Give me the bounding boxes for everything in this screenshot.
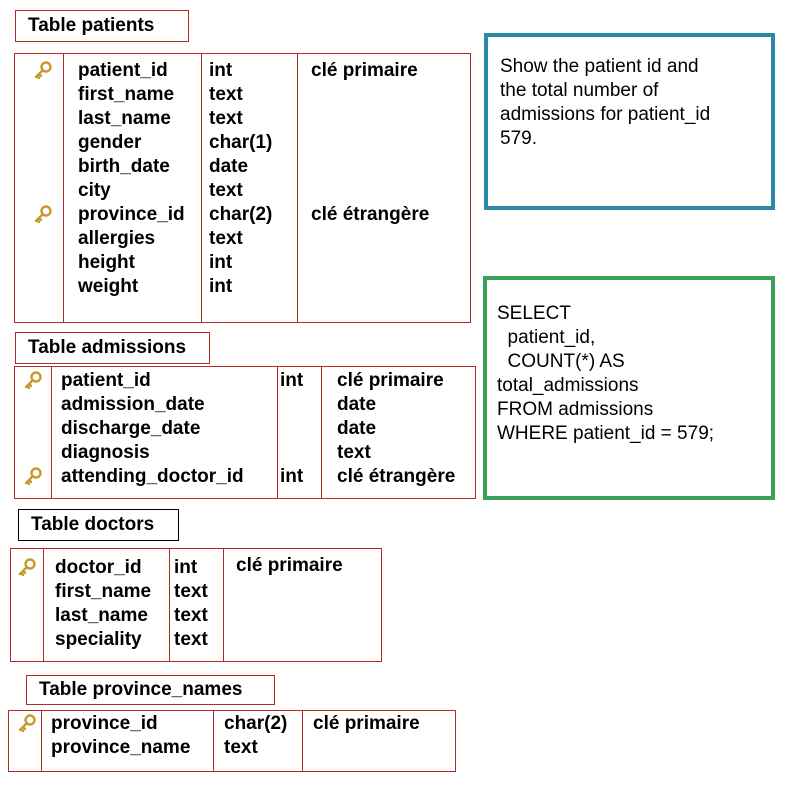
column-constraint [311, 227, 429, 251]
column-constraint: clé étrangère [311, 204, 430, 225]
column-constraint [311, 107, 429, 131]
column-name: weight [78, 276, 139, 297]
question-line: the total number of [500, 80, 659, 101]
column-names [61, 369, 244, 489]
column-type: char(2) [209, 204, 273, 225]
column-names [78, 59, 185, 299]
column-name: province_name [51, 737, 191, 758]
column-name: doctor_id [55, 557, 142, 578]
key-icon [23, 371, 43, 391]
column-name: gender [78, 132, 142, 153]
column-types [280, 369, 303, 489]
column-type [280, 393, 303, 417]
column-name: height [78, 252, 135, 273]
column-name: first_name [55, 581, 152, 602]
column-type: text [174, 605, 208, 626]
column-constraints [313, 712, 420, 760]
column-type: int [209, 276, 233, 297]
column-type: date [209, 156, 249, 177]
column-constraint [236, 602, 343, 626]
column-constraint [236, 578, 343, 602]
sql-line: FROM admissions [497, 399, 654, 420]
column-name: province_id [51, 713, 158, 734]
column-type: char(1) [209, 132, 273, 153]
question-line: admissions for patient_id [500, 104, 711, 125]
column-constraint [313, 736, 420, 760]
sql-line: COUNT(*) AS [497, 351, 625, 372]
column-name: patient_id [61, 370, 151, 391]
question-line: 579. [500, 128, 537, 149]
column-name: attending_doctor_id [61, 466, 244, 487]
column-type: int [280, 466, 304, 487]
column-constraint [311, 251, 429, 275]
column-constraint: clé primaire [236, 555, 343, 576]
column-constraint: clé étrangère [337, 466, 456, 487]
question-line: Show the patient id and [500, 56, 699, 77]
column-type: text [209, 180, 243, 201]
column-constraint [311, 83, 429, 107]
column-constraint: clé primaire [313, 713, 420, 734]
column-type: char(2) [224, 713, 288, 734]
table-admissions [14, 366, 476, 499]
sql-line: total_admissions [497, 375, 639, 396]
column-types [209, 59, 272, 299]
column-name: admission_date [61, 394, 205, 415]
column-name: speciality [55, 629, 142, 650]
table-title-doctors: Table doctors [18, 509, 179, 541]
column-constraint: text [337, 442, 371, 463]
column-constraint: clé primaire [337, 370, 444, 391]
column-name: diagnosis [61, 442, 150, 463]
column-name: province_id [78, 204, 185, 225]
column-type: text [209, 84, 243, 105]
table-title-province-names: Table province_names [26, 675, 275, 705]
table-title-admissions: Table admissions [15, 332, 210, 364]
column-type: int [174, 557, 198, 578]
column-constraint [311, 275, 429, 299]
key-icon [17, 714, 37, 734]
column-type: text [209, 108, 243, 129]
key-icon [17, 558, 37, 578]
column-constraint: date [337, 418, 377, 439]
question-note [484, 33, 775, 210]
table-patients [14, 53, 471, 323]
column-type: int [209, 252, 233, 273]
column-types [224, 712, 287, 760]
column-constraint: clé primaire [311, 60, 418, 81]
column-type: int [280, 370, 304, 391]
sql-line: patient_id, [497, 327, 596, 348]
sql-line: SELECT [497, 303, 571, 324]
column-name: patient_id [78, 60, 168, 81]
column-names [55, 556, 151, 652]
sql-answer-note [483, 276, 775, 500]
column-constraints [337, 369, 455, 489]
column-constraints [311, 59, 429, 299]
column-name: allergies [78, 228, 156, 249]
column-type: int [209, 60, 233, 81]
column-name: last_name [55, 605, 148, 626]
sql-line: WHERE patient_id = 579; [497, 423, 715, 444]
table-province-names [8, 710, 456, 772]
key-icon [33, 61, 53, 81]
column-constraint [236, 626, 343, 650]
column-types [174, 556, 208, 652]
column-constraint [311, 155, 429, 179]
column-constraint: date [337, 394, 377, 415]
column-type: text [174, 629, 208, 650]
column-type: text [174, 581, 208, 602]
column-names [51, 712, 190, 760]
column-name: first_name [78, 84, 175, 105]
column-type [280, 417, 303, 441]
column-name: discharge_date [61, 418, 201, 439]
key-icon [33, 205, 53, 225]
column-type [280, 441, 303, 465]
column-name: birth_date [78, 156, 170, 177]
column-type: text [224, 737, 258, 758]
column-type: text [209, 228, 243, 249]
table-title-patients: Table patients [15, 10, 189, 42]
column-constraint [311, 179, 429, 203]
table-doctors [10, 548, 382, 662]
column-name: last_name [78, 108, 171, 129]
key-icon [23, 467, 43, 487]
column-name: city [78, 180, 111, 201]
column-constraint [311, 131, 429, 155]
column-constraints [236, 554, 343, 650]
